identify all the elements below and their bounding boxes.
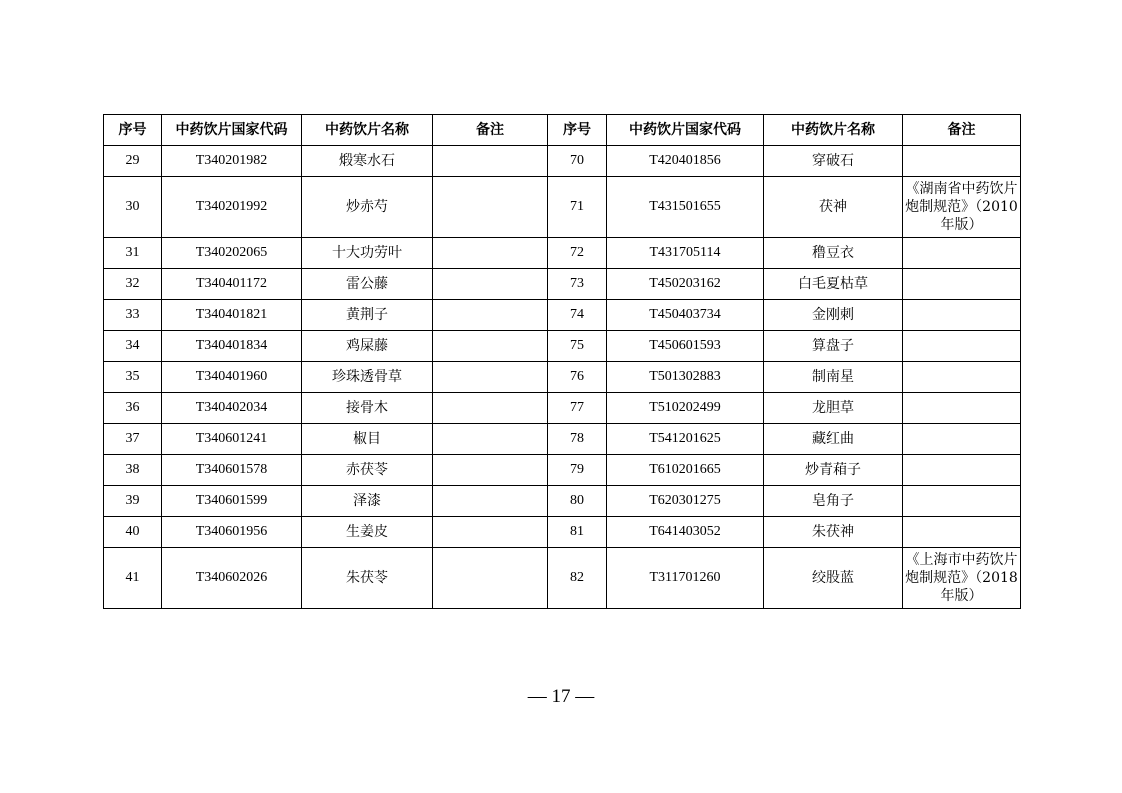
table-row <box>104 486 1021 517</box>
table-row <box>104 331 1021 362</box>
name-cell: 泽漆 <box>302 486 433 517</box>
header-serial-left: 序号 <box>104 115 162 146</box>
serial-cell: 29 <box>104 146 162 177</box>
note-cell <box>433 393 548 424</box>
page-number: — 17 — <box>527 686 595 707</box>
note-cell <box>903 455 1021 486</box>
code-cell: T450203162 <box>607 269 764 300</box>
name-cell: 接骨木 <box>302 393 433 424</box>
code-cell: T340401834 <box>162 331 302 362</box>
name-cell: 金刚刺 <box>764 300 903 331</box>
name-cell: 绞股蓝 <box>764 548 903 609</box>
code-cell: T501302883 <box>607 362 764 393</box>
serial-cell: 40 <box>104 517 162 548</box>
serial-cell: 37 <box>104 424 162 455</box>
code-cell: T340401172 <box>162 269 302 300</box>
serial-cell: 77 <box>548 393 607 424</box>
code-cell: T420401856 <box>607 146 764 177</box>
code-cell: T340601599 <box>162 486 302 517</box>
header-note-right: 备注 <box>903 115 1021 146</box>
serial-cell: 81 <box>548 517 607 548</box>
name-cell: 椒目 <box>302 424 433 455</box>
table-row <box>104 146 1021 177</box>
serial-cell: 41 <box>104 548 162 609</box>
note-cell <box>903 146 1021 177</box>
name-cell: 穿破石 <box>764 146 903 177</box>
table-body <box>104 146 1021 609</box>
table-row <box>104 238 1021 269</box>
code-cell: T340601578 <box>162 455 302 486</box>
name-cell: 赤茯苓 <box>302 455 433 486</box>
table-row <box>104 455 1021 486</box>
code-cell: T510202499 <box>607 393 764 424</box>
table-row <box>104 300 1021 331</box>
code-cell: T450403734 <box>607 300 764 331</box>
name-cell: 炒赤芍 <box>302 177 433 238</box>
note-cell <box>433 269 548 300</box>
serial-cell: 75 <box>548 331 607 362</box>
code-cell: T340602026 <box>162 548 302 609</box>
code-cell: T340201992 <box>162 177 302 238</box>
serial-cell: 78 <box>548 424 607 455</box>
table-row <box>104 424 1021 455</box>
serial-cell: 36 <box>104 393 162 424</box>
name-cell: 穞豆衣 <box>764 238 903 269</box>
note-cell <box>433 455 548 486</box>
note-cell <box>903 362 1021 393</box>
header-name-left: 中药饮片名称 <box>302 115 433 146</box>
code-cell: T620301275 <box>607 486 764 517</box>
note-cell <box>433 548 548 609</box>
code-cell: T340202065 <box>162 238 302 269</box>
name-cell: 朱茯苓 <box>302 548 433 609</box>
note-cell <box>903 300 1021 331</box>
name-cell: 煅寒水石 <box>302 146 433 177</box>
name-cell: 朱茯神 <box>764 517 903 548</box>
code-cell: T340601956 <box>162 517 302 548</box>
serial-cell: 39 <box>104 486 162 517</box>
code-cell: T340402034 <box>162 393 302 424</box>
table-row <box>104 517 1021 548</box>
name-cell: 黄荆子 <box>302 300 433 331</box>
serial-cell: 82 <box>548 548 607 609</box>
code-cell: T431705114 <box>607 238 764 269</box>
name-cell: 鸡屎藤 <box>302 331 433 362</box>
name-cell: 制南星 <box>764 362 903 393</box>
name-cell: 皂角子 <box>764 486 903 517</box>
note-cell <box>433 146 548 177</box>
note-cell <box>433 331 548 362</box>
table-row <box>104 548 1021 609</box>
serial-cell: 73 <box>548 269 607 300</box>
name-cell: 炒青葙子 <box>764 455 903 486</box>
code-cell: T641403052 <box>607 517 764 548</box>
header-note-left: 备注 <box>433 115 548 146</box>
name-cell: 茯神 <box>764 177 903 238</box>
code-cell: T431501655 <box>607 177 764 238</box>
name-cell: 白毛夏枯草 <box>764 269 903 300</box>
serial-cell: 35 <box>104 362 162 393</box>
name-cell: 藏红曲 <box>764 424 903 455</box>
table-row <box>104 362 1021 393</box>
code-cell: T340401960 <box>162 362 302 393</box>
serial-cell: 30 <box>104 177 162 238</box>
serial-cell: 79 <box>548 455 607 486</box>
serial-cell: 34 <box>104 331 162 362</box>
serial-cell: 76 <box>548 362 607 393</box>
note-cell <box>433 362 548 393</box>
note-cell <box>903 486 1021 517</box>
serial-cell: 72 <box>548 238 607 269</box>
name-cell: 珍珠透骨草 <box>302 362 433 393</box>
serial-cell: 32 <box>104 269 162 300</box>
code-cell: T541201625 <box>607 424 764 455</box>
note-cell: 《湖南省中药饮片炮制规范》（2010 年版） <box>903 177 1021 238</box>
note-cell <box>903 269 1021 300</box>
code-cell: T311701260 <box>607 548 764 609</box>
serial-cell: 31 <box>104 238 162 269</box>
note-cell: 《上海市中药饮片炮制规范》（2018 年版） <box>903 548 1021 609</box>
note-cell <box>433 486 548 517</box>
name-cell: 龙胆草 <box>764 393 903 424</box>
table-row <box>104 177 1021 238</box>
note-cell <box>903 424 1021 455</box>
note-cell <box>433 424 548 455</box>
code-cell: T610201665 <box>607 455 764 486</box>
serial-cell: 70 <box>548 146 607 177</box>
serial-cell: 80 <box>548 486 607 517</box>
code-cell: T450601593 <box>607 331 764 362</box>
serial-cell: 38 <box>104 455 162 486</box>
serial-cell: 74 <box>548 300 607 331</box>
table-row <box>104 393 1021 424</box>
name-cell: 算盘子 <box>764 331 903 362</box>
note-cell <box>433 238 548 269</box>
herbal-slices-table <box>103 114 1021 609</box>
code-cell: T340401821 <box>162 300 302 331</box>
note-cell <box>433 517 548 548</box>
name-cell: 十大功劳叶 <box>302 238 433 269</box>
header-name-right: 中药饮片名称 <box>764 115 903 146</box>
note-cell <box>903 517 1021 548</box>
note-cell <box>433 177 548 238</box>
code-cell: T340601241 <box>162 424 302 455</box>
table-header-row <box>104 115 1021 146</box>
serial-cell: 33 <box>104 300 162 331</box>
serial-cell: 71 <box>548 177 607 238</box>
header-code-right: 中药饮片国家代码 <box>607 115 764 146</box>
name-cell: 生姜皮 <box>302 517 433 548</box>
note-cell <box>903 331 1021 362</box>
name-cell: 雷公藤 <box>302 269 433 300</box>
note-cell <box>903 393 1021 424</box>
note-cell <box>903 238 1021 269</box>
table-row <box>104 269 1021 300</box>
header-code-left: 中药饮片国家代码 <box>162 115 302 146</box>
header-serial-right: 序号 <box>548 115 607 146</box>
code-cell: T340201982 <box>162 146 302 177</box>
note-cell <box>433 300 548 331</box>
